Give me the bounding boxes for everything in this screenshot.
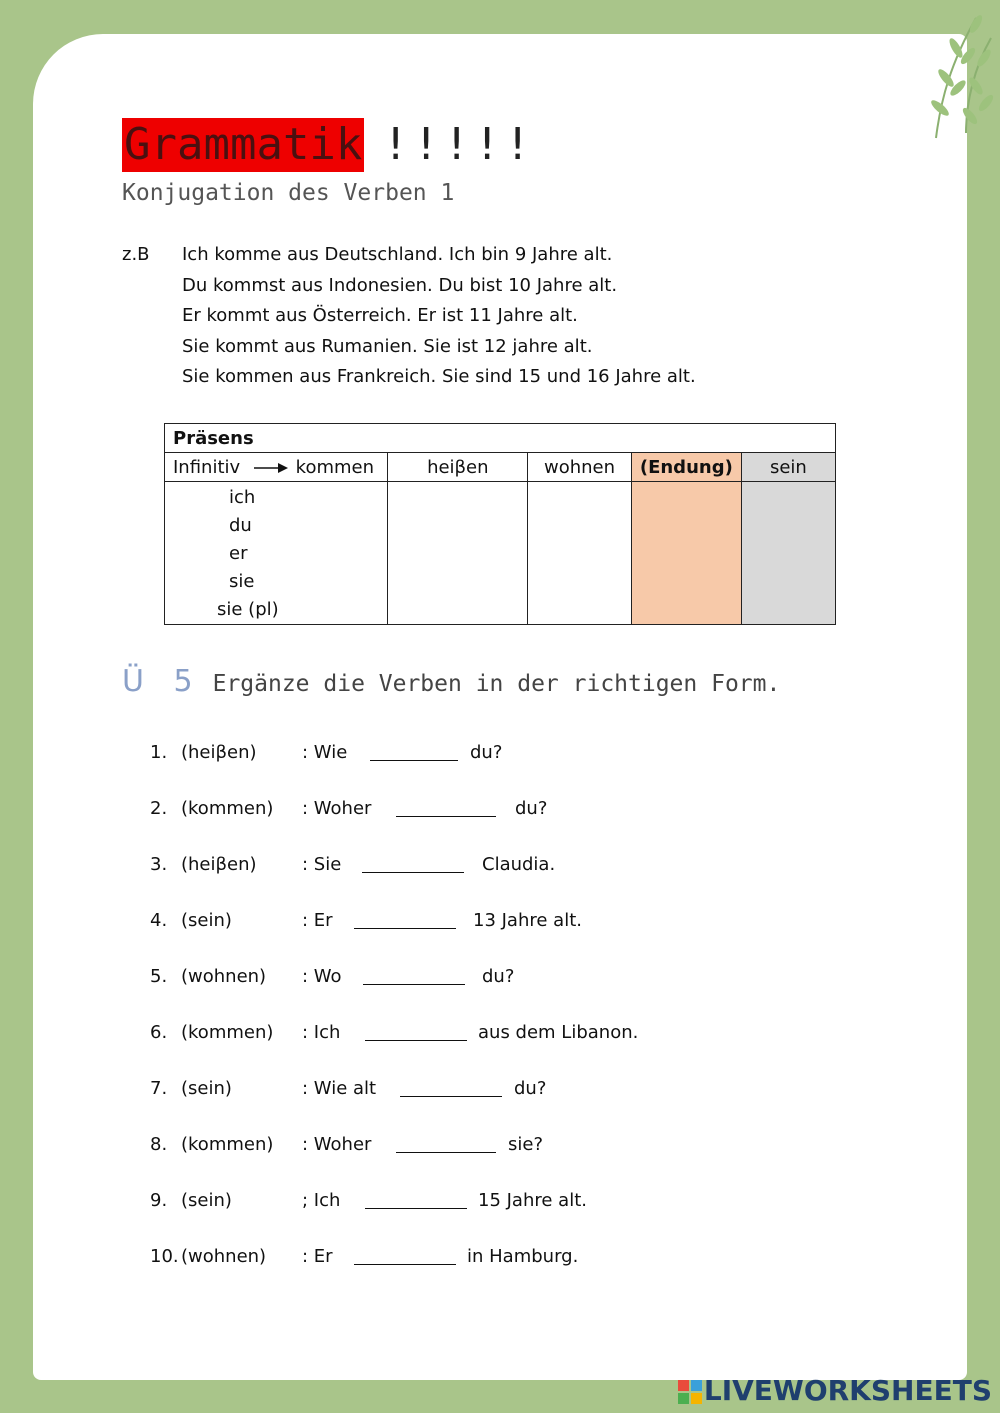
- infinitive-cell: [165, 453, 388, 482]
- item-number: 5.: [150, 966, 168, 987]
- item-prompt: : Er: [302, 1246, 333, 1267]
- item-number: 7.: [150, 1078, 168, 1099]
- exercise-item: [150, 1022, 850, 1052]
- pronoun-er: er: [229, 543, 248, 564]
- exercise-item: [150, 854, 850, 884]
- item-verb: (wohnen): [181, 1246, 267, 1267]
- example-line: Sie kommen aus Frankreich. Sie sind 15 und 16 Jahre alt.: [182, 366, 696, 387]
- example-label: z.B: [122, 244, 150, 265]
- item-verb: (heiβen): [181, 742, 257, 763]
- item-prompt: : Wie: [302, 742, 348, 763]
- answer-blank[interactable]: [365, 1022, 467, 1041]
- exercise-item: [150, 1246, 850, 1276]
- answer-blank[interactable]: [396, 1134, 496, 1153]
- item-number: 4.: [150, 910, 168, 931]
- title-row: [122, 118, 535, 174]
- item-verb: (sein): [181, 910, 232, 931]
- exercise-item: [150, 798, 850, 828]
- column-header-wohnen: wohnen: [528, 453, 632, 482]
- item-prompt: : Wie alt: [302, 1078, 377, 1099]
- page-title: Grammatik: [124, 119, 363, 170]
- item-suffix: aus dem Libanon.: [478, 1022, 639, 1043]
- item-suffix: 13 Jahre alt.: [473, 910, 582, 931]
- title-exclamation: !!!!!: [382, 119, 535, 170]
- example-line: Ich komme aus Deutschland. Ich bin 9 Jahre alt.: [182, 244, 613, 265]
- column-header-sein: sein: [741, 453, 835, 482]
- item-number: 10.: [150, 1246, 179, 1267]
- answer-cell-heissen[interactable]: [388, 482, 528, 625]
- answer-blank[interactable]: [363, 966, 465, 985]
- answer-blank[interactable]: [396, 798, 496, 817]
- item-verb: (wohnen): [181, 966, 267, 987]
- item-suffix: Claudia.: [482, 854, 556, 875]
- example-line: Er kommt aus Österreich. Er ist 11 Jahre alt.: [182, 305, 578, 326]
- answer-blank[interactable]: [362, 854, 464, 873]
- item-verb: (kommen): [181, 1134, 274, 1155]
- item-number: 1.: [150, 742, 168, 763]
- answer-blank[interactable]: [354, 1246, 456, 1265]
- item-verb: (kommen): [181, 1022, 274, 1043]
- liveworksheets-brand: [678, 1374, 992, 1407]
- column-header-endung: (Endung): [631, 453, 741, 482]
- answer-cell-endung[interactable]: [631, 482, 741, 625]
- column-header-heissen: heiβen: [388, 453, 528, 482]
- item-number: 2.: [150, 798, 168, 819]
- pronoun-du: du: [229, 515, 252, 536]
- item-number: 3.: [150, 854, 168, 875]
- item-verb: (heiβen): [181, 854, 257, 875]
- item-suffix: du?: [470, 742, 503, 763]
- liveworksheets-logo-icon: [678, 1380, 702, 1404]
- exercise-instruction: Ergänze die Verben in der richtigen Form.: [212, 671, 781, 697]
- item-prompt: : Wo: [302, 966, 342, 987]
- worksheet-page: [33, 34, 967, 1380]
- item-suffix: du?: [515, 798, 548, 819]
- infinitive-label: Infinitiv: [173, 456, 241, 478]
- exercise-item: [150, 966, 850, 996]
- exercise-item: [150, 1078, 850, 1108]
- answer-cell-wohnen[interactable]: [528, 482, 632, 625]
- item-verb: (sein): [181, 1078, 232, 1099]
- column-header-kommen: kommen: [295, 456, 375, 478]
- item-verb: (kommen): [181, 798, 274, 819]
- answer-blank[interactable]: [400, 1078, 502, 1097]
- item-suffix: sie?: [508, 1134, 544, 1155]
- answer-blank[interactable]: [370, 742, 458, 761]
- answer-blank[interactable]: [365, 1190, 467, 1209]
- example-line: Du kommst aus Indonesien. Du bist 10 Jahre alt.: [182, 275, 618, 296]
- exercise-item: [150, 1190, 850, 1220]
- item-suffix: in Hamburg.: [467, 1246, 579, 1267]
- table-caption: Präsens: [165, 424, 836, 453]
- answer-cell-sein[interactable]: [741, 482, 835, 625]
- item-prompt: : Woher: [302, 1134, 372, 1155]
- item-suffix: du?: [514, 1078, 547, 1099]
- exercise-item: [150, 742, 850, 772]
- item-prompt: : Sie: [302, 854, 342, 875]
- item-prompt: : Woher: [302, 798, 372, 819]
- item-number: 9.: [150, 1190, 168, 1211]
- exercise-item: [150, 1134, 850, 1164]
- item-prompt: : Ich: [302, 1022, 341, 1043]
- item-prompt: : Er: [302, 910, 333, 931]
- item-number: 8.: [150, 1134, 168, 1155]
- conjugation-table: [164, 423, 836, 625]
- item-verb: (sein): [181, 1190, 232, 1211]
- pronoun-sie-pl: sie (pl): [217, 599, 279, 620]
- exercise-number: Ü 5: [122, 664, 203, 699]
- exercise-header: [122, 664, 780, 699]
- pronoun-ich: ich: [229, 487, 256, 508]
- pronoun-column: [165, 482, 388, 625]
- brand-name: LIVEWORKSHEETS: [703, 1374, 992, 1407]
- item-number: 6.: [150, 1022, 168, 1043]
- item-suffix: du?: [482, 966, 515, 987]
- item-prompt: ; Ich: [302, 1190, 341, 1211]
- answer-blank[interactable]: [354, 910, 456, 929]
- exercise-item: [150, 910, 850, 940]
- arrow-right-icon: [254, 462, 288, 474]
- page-subtitle: Konjugation des Verben 1: [122, 180, 455, 206]
- example-line: Sie kommt aus Rumanien. Sie ist 12 jahre alt.: [182, 336, 593, 357]
- pronoun-sie: sie: [229, 571, 255, 592]
- item-suffix: 15 Jahre alt.: [478, 1190, 587, 1211]
- leaf-decoration-icon: [896, 8, 996, 143]
